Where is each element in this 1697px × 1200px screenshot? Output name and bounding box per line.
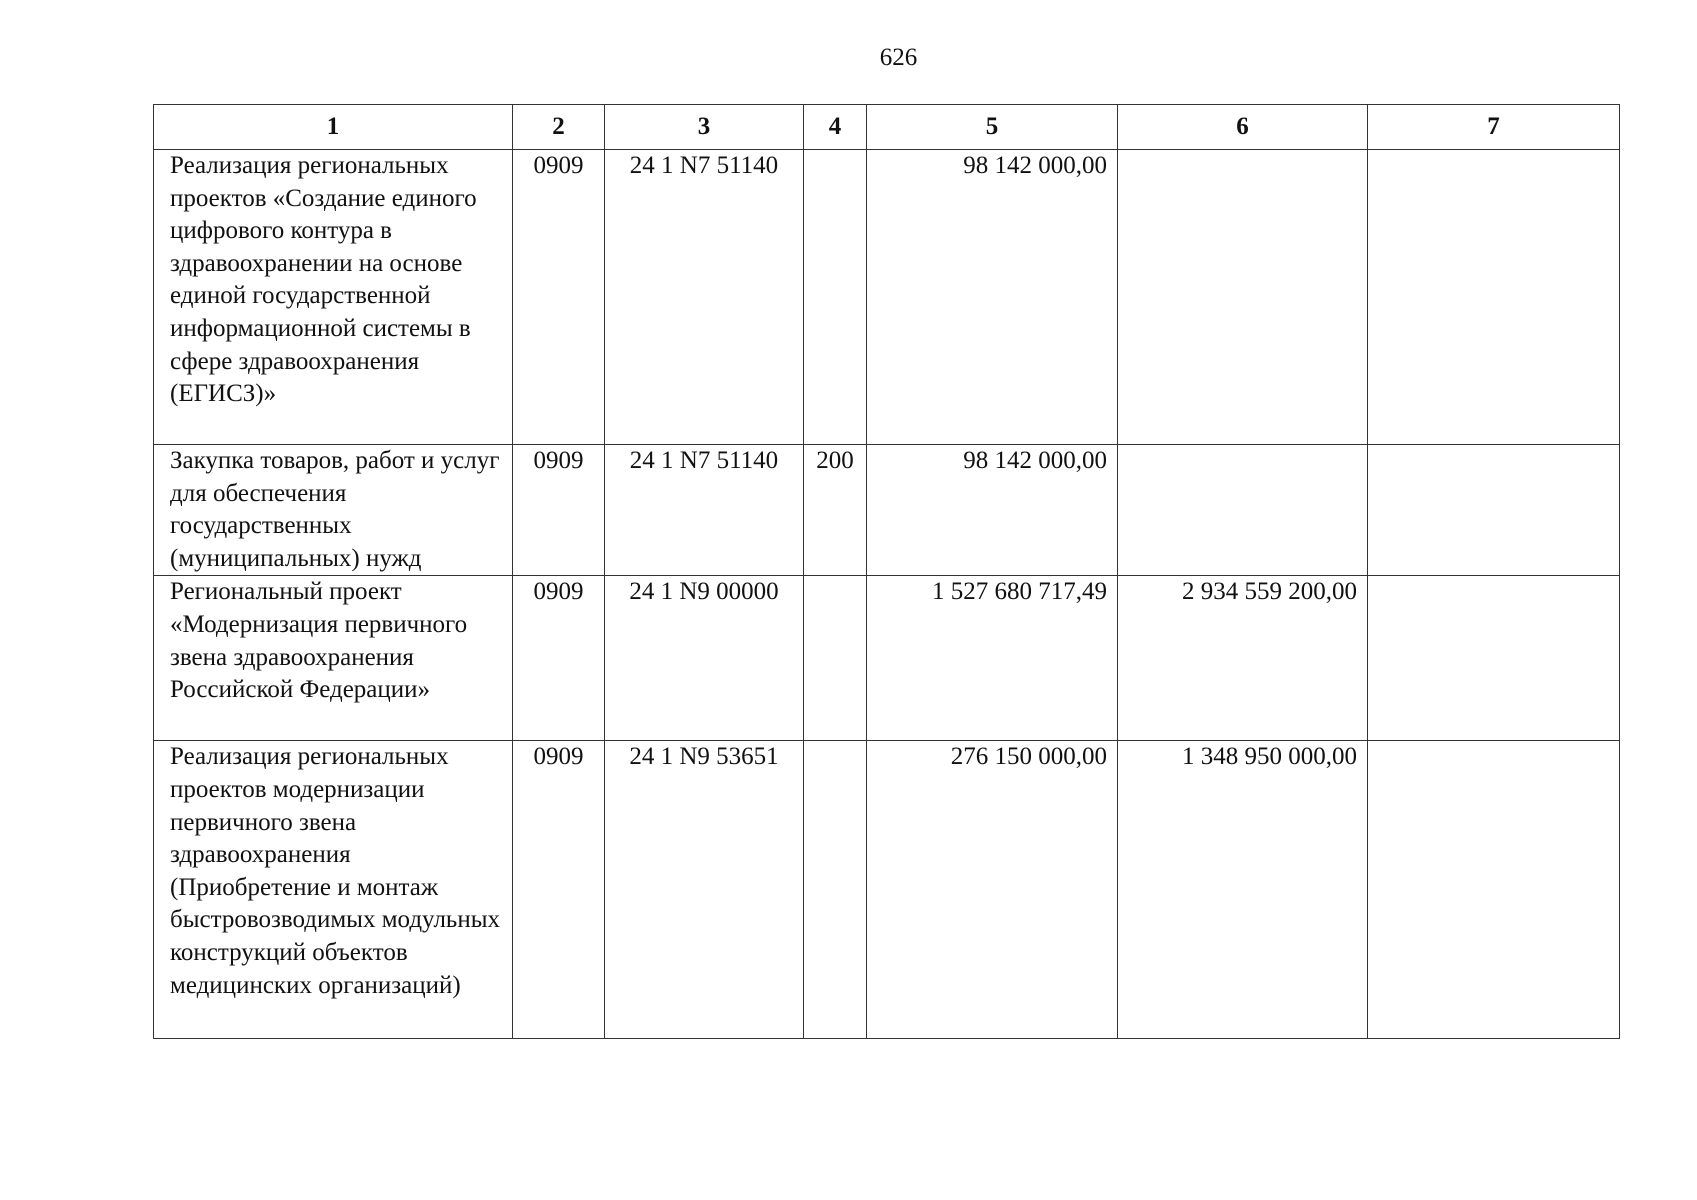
row-name: Реализация региональных проектов «Создание единого цифрового контура в здравоохранении на основе единой государственной информационной системы в сфере здравоохранения (ЕГИСЗ)» (154, 150, 513, 445)
table-row (154, 445, 1620, 576)
section-code: 0909 (513, 741, 605, 1039)
row-name: Региональный проект «Модернизация первичного звена здравоохранения Российской Федерации» (154, 576, 513, 741)
section-code: 0909 (513, 576, 605, 741)
row-name: Закупка товаров, работ и услуг для обеспечения государственных (муниципальных) нужд (154, 445, 513, 576)
column-header-1: 1 (154, 105, 513, 150)
expense-type (804, 741, 867, 1039)
target-code: 24 1 N9 00000 (605, 576, 804, 741)
section-code: 0909 (513, 445, 605, 576)
column-header-6: 6 (1118, 105, 1368, 150)
target-code: 24 1 N7 51140 (605, 150, 804, 445)
table-row (154, 741, 1620, 1039)
header-row (154, 105, 1620, 150)
expense-type (804, 576, 867, 741)
amount-col6 (1118, 150, 1368, 445)
page-number: 626 (879, 44, 918, 71)
amount-col7 (1368, 150, 1620, 445)
column-header-2: 2 (513, 105, 605, 150)
amount-col6: 1 348 950 000,00 (1118, 741, 1368, 1039)
column-header-7: 7 (1368, 105, 1620, 150)
amount-col7 (1368, 445, 1620, 576)
budget-table (153, 104, 1620, 1039)
target-code: 24 1 N7 51140 (605, 445, 804, 576)
section-code: 0909 (513, 150, 605, 445)
column-header-3: 3 (605, 105, 804, 150)
table-row (154, 576, 1620, 741)
expense-type: 200 (804, 445, 867, 576)
amount-col7 (1368, 741, 1620, 1039)
amount-col5: 276 150 000,00 (867, 741, 1118, 1039)
amount-col5: 98 142 000,00 (867, 445, 1118, 576)
amount-col7 (1368, 576, 1620, 741)
amount-col5: 98 142 000,00 (867, 150, 1118, 445)
target-code: 24 1 N9 53651 (605, 741, 804, 1039)
amount-col6 (1118, 445, 1368, 576)
table-row (154, 150, 1620, 445)
amount-col5: 1 527 680 717,49 (867, 576, 1118, 741)
row-name: Реализация региональных проектов модернизации первичного звена здравоохранения (Приобретение и монтаж быстровозводимых модульных конструкций объектов медицинских организаций) (154, 741, 513, 1039)
column-header-4: 4 (804, 105, 867, 150)
column-header-5: 5 (867, 105, 1118, 150)
amount-col6: 2 934 559 200,00 (1118, 576, 1368, 741)
expense-type (804, 150, 867, 445)
